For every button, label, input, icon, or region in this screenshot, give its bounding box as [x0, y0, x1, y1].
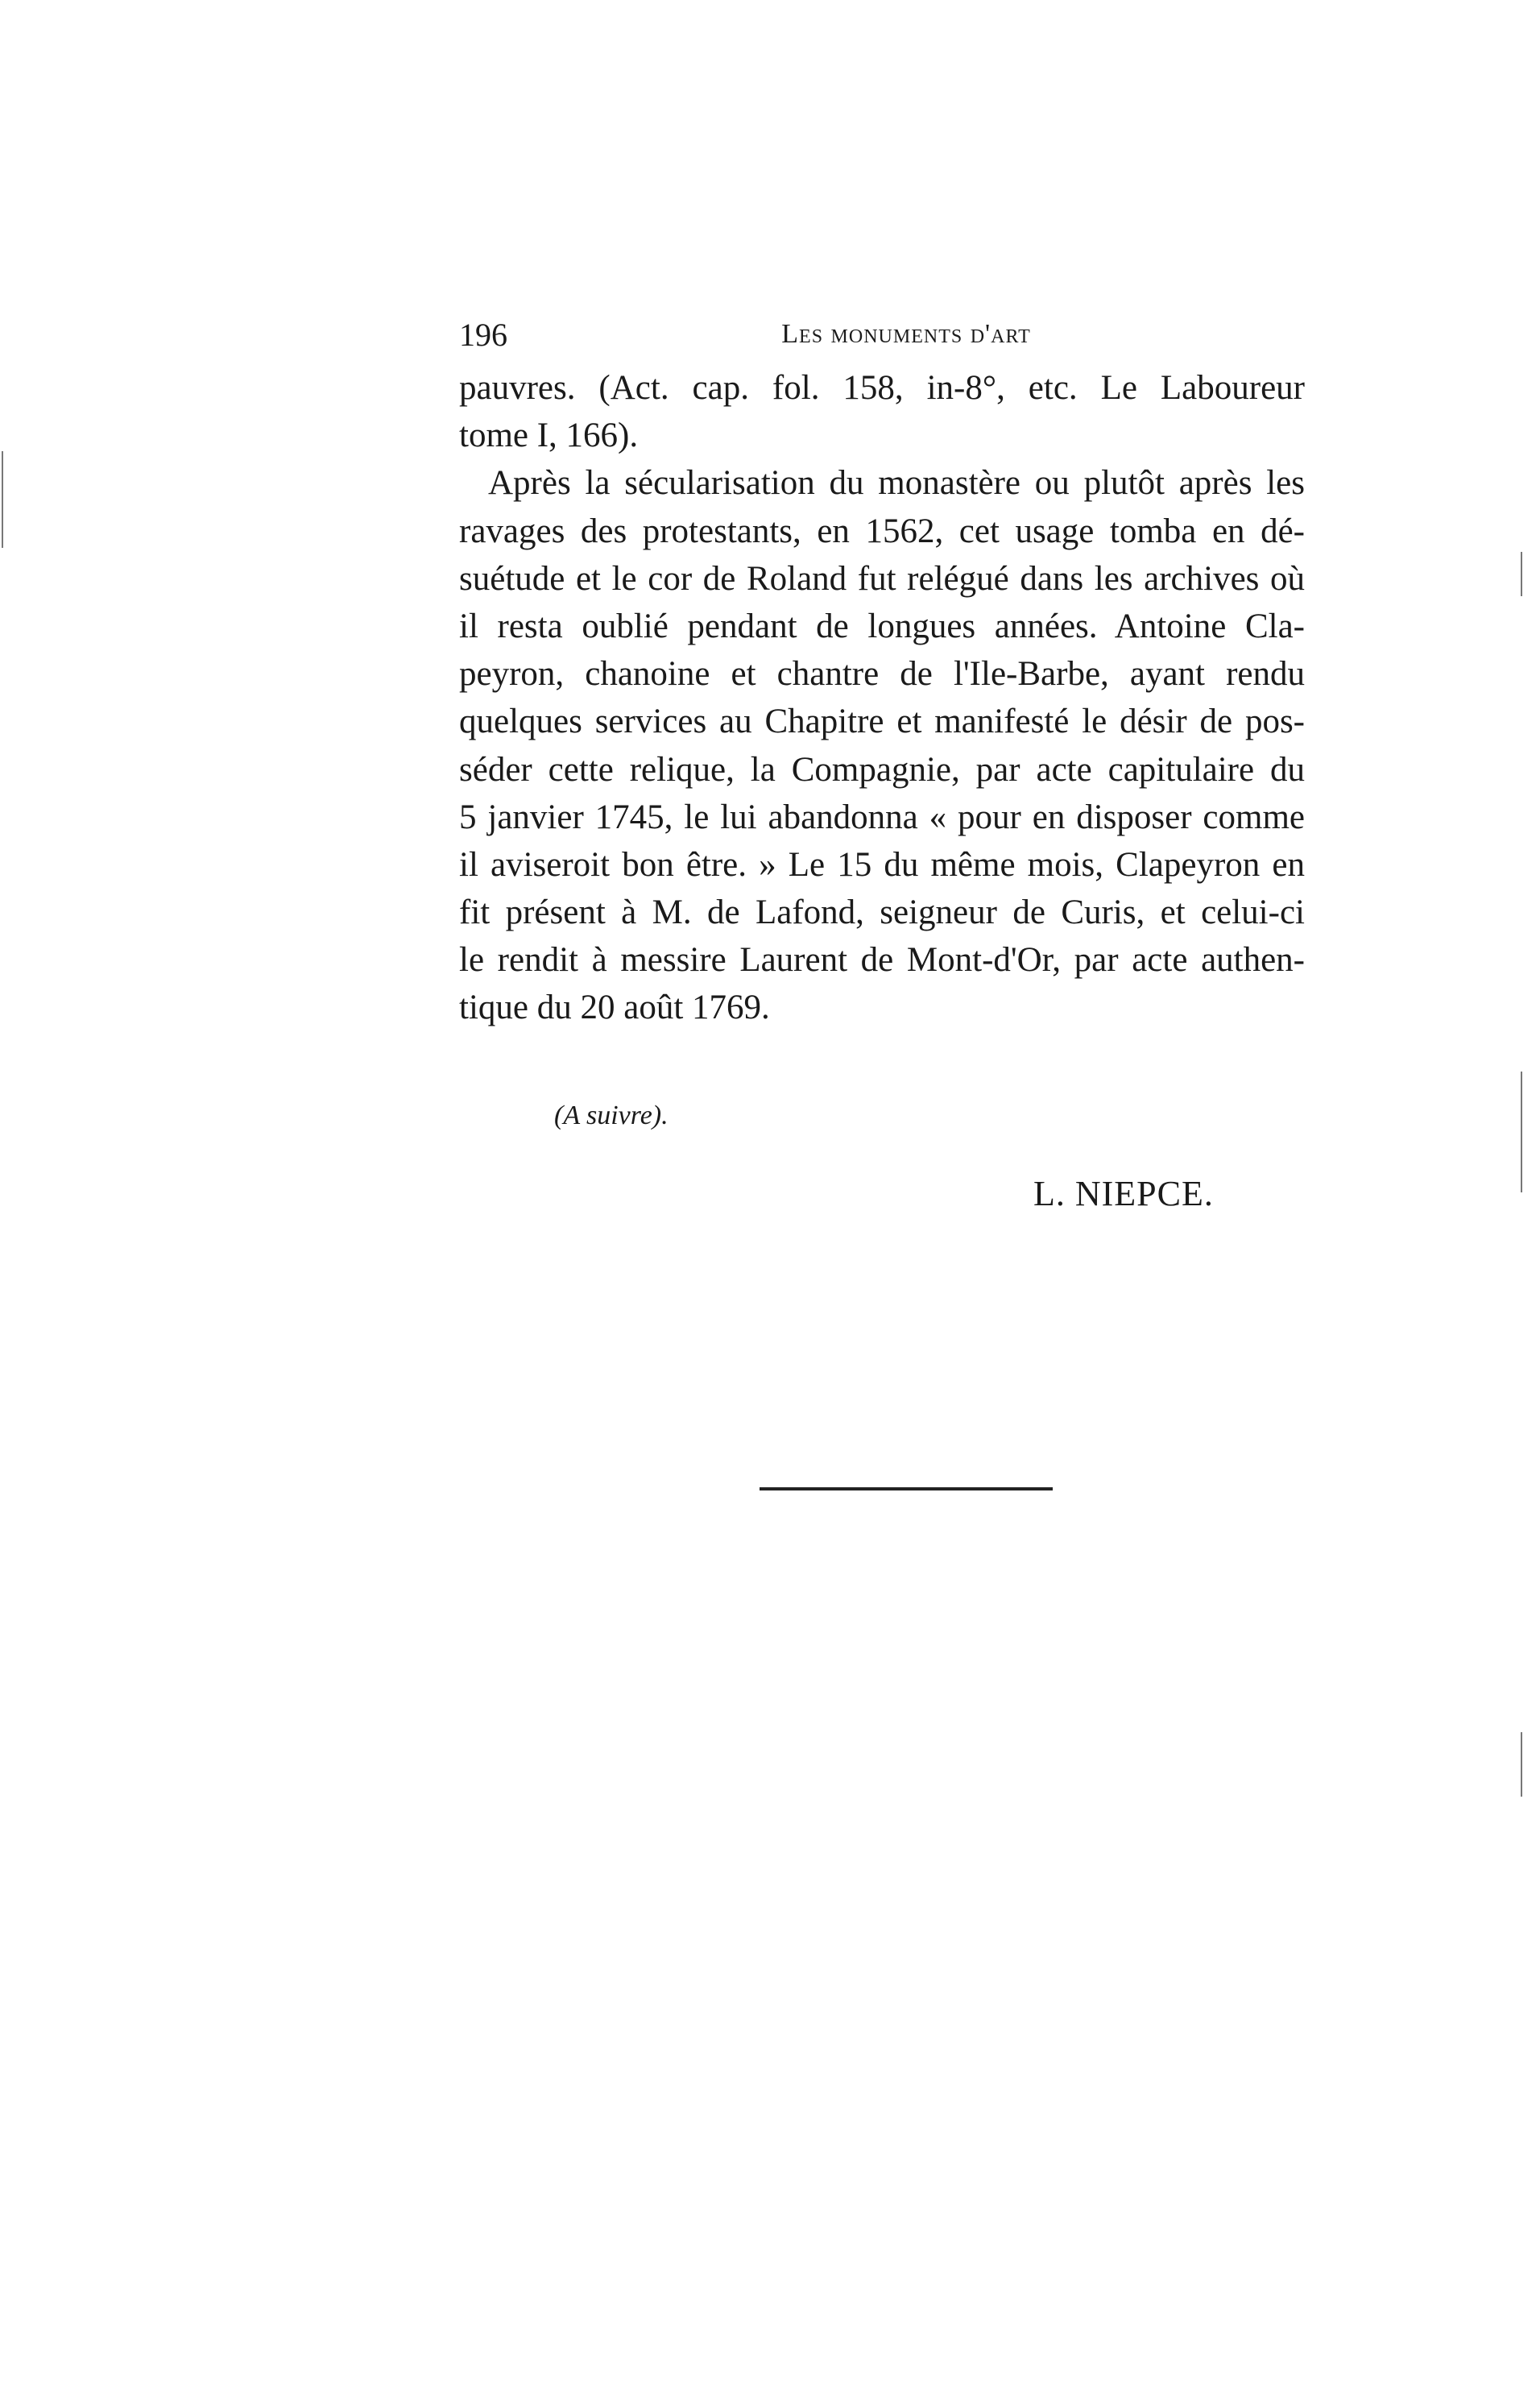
page-number: 196: [459, 317, 507, 353]
scan-edge-mark: [1521, 1072, 1522, 1192]
text-line: séder cette relique, la Compagnie, par acte capitulaire du: [459, 750, 1305, 789]
end-rule-divider: [760, 1487, 1053, 1490]
text-line: fit présent à M. de Lafond, seigneur de Curis, et celui-ci: [459, 893, 1305, 932]
text-line: peyron, chanoine et chantre de l'Ile-Barbe, ayant rendu: [459, 655, 1305, 694]
author-signature: L. NIEPCE.: [1033, 1174, 1214, 1213]
text-line: suétude et le cor de Roland fut relégué dans les archives où: [459, 559, 1305, 598]
running-title: Les monuments d'art: [781, 319, 1031, 349]
body-text: [459, 364, 1305, 1032]
text-line: tique du 20 août 1769.: [459, 989, 770, 1027]
running-header: [459, 316, 1305, 356]
text-line: le rendit à messire Laurent de Mont-d'Or, par acte authen-: [459, 941, 1305, 980]
scan-edge-mark: [1521, 552, 1522, 596]
text-line: il resta oublié pendant de longues années. Antoine Cla-: [459, 607, 1305, 645]
text-line: quelques services au Chapitre et manifesté le désir de pos-: [459, 703, 1305, 741]
text-line: tome I, 166).: [459, 417, 639, 455]
continuation-note: (A suivre).: [554, 1101, 669, 1130]
text-line: ravages des protestants, en 1562, cet usage tomba en dé-: [459, 512, 1305, 550]
scan-edge-mark: [1521, 1732, 1522, 1797]
text-line: pauvres. (Act. cap. fol. 158, in-8°, etc. Le Laboureur: [459, 369, 1305, 407]
scan-edge-mark: [2, 451, 3, 548]
text-line: Après la sécularisation du monastère ou plutôt après les: [488, 464, 1305, 503]
text-line: il aviseroit bon être. » Le 15 du même mois, Clapeyron en: [459, 845, 1305, 884]
text-line: 5 janvier 1745, le lui abandonna « pour en disposer comme: [459, 798, 1305, 836]
